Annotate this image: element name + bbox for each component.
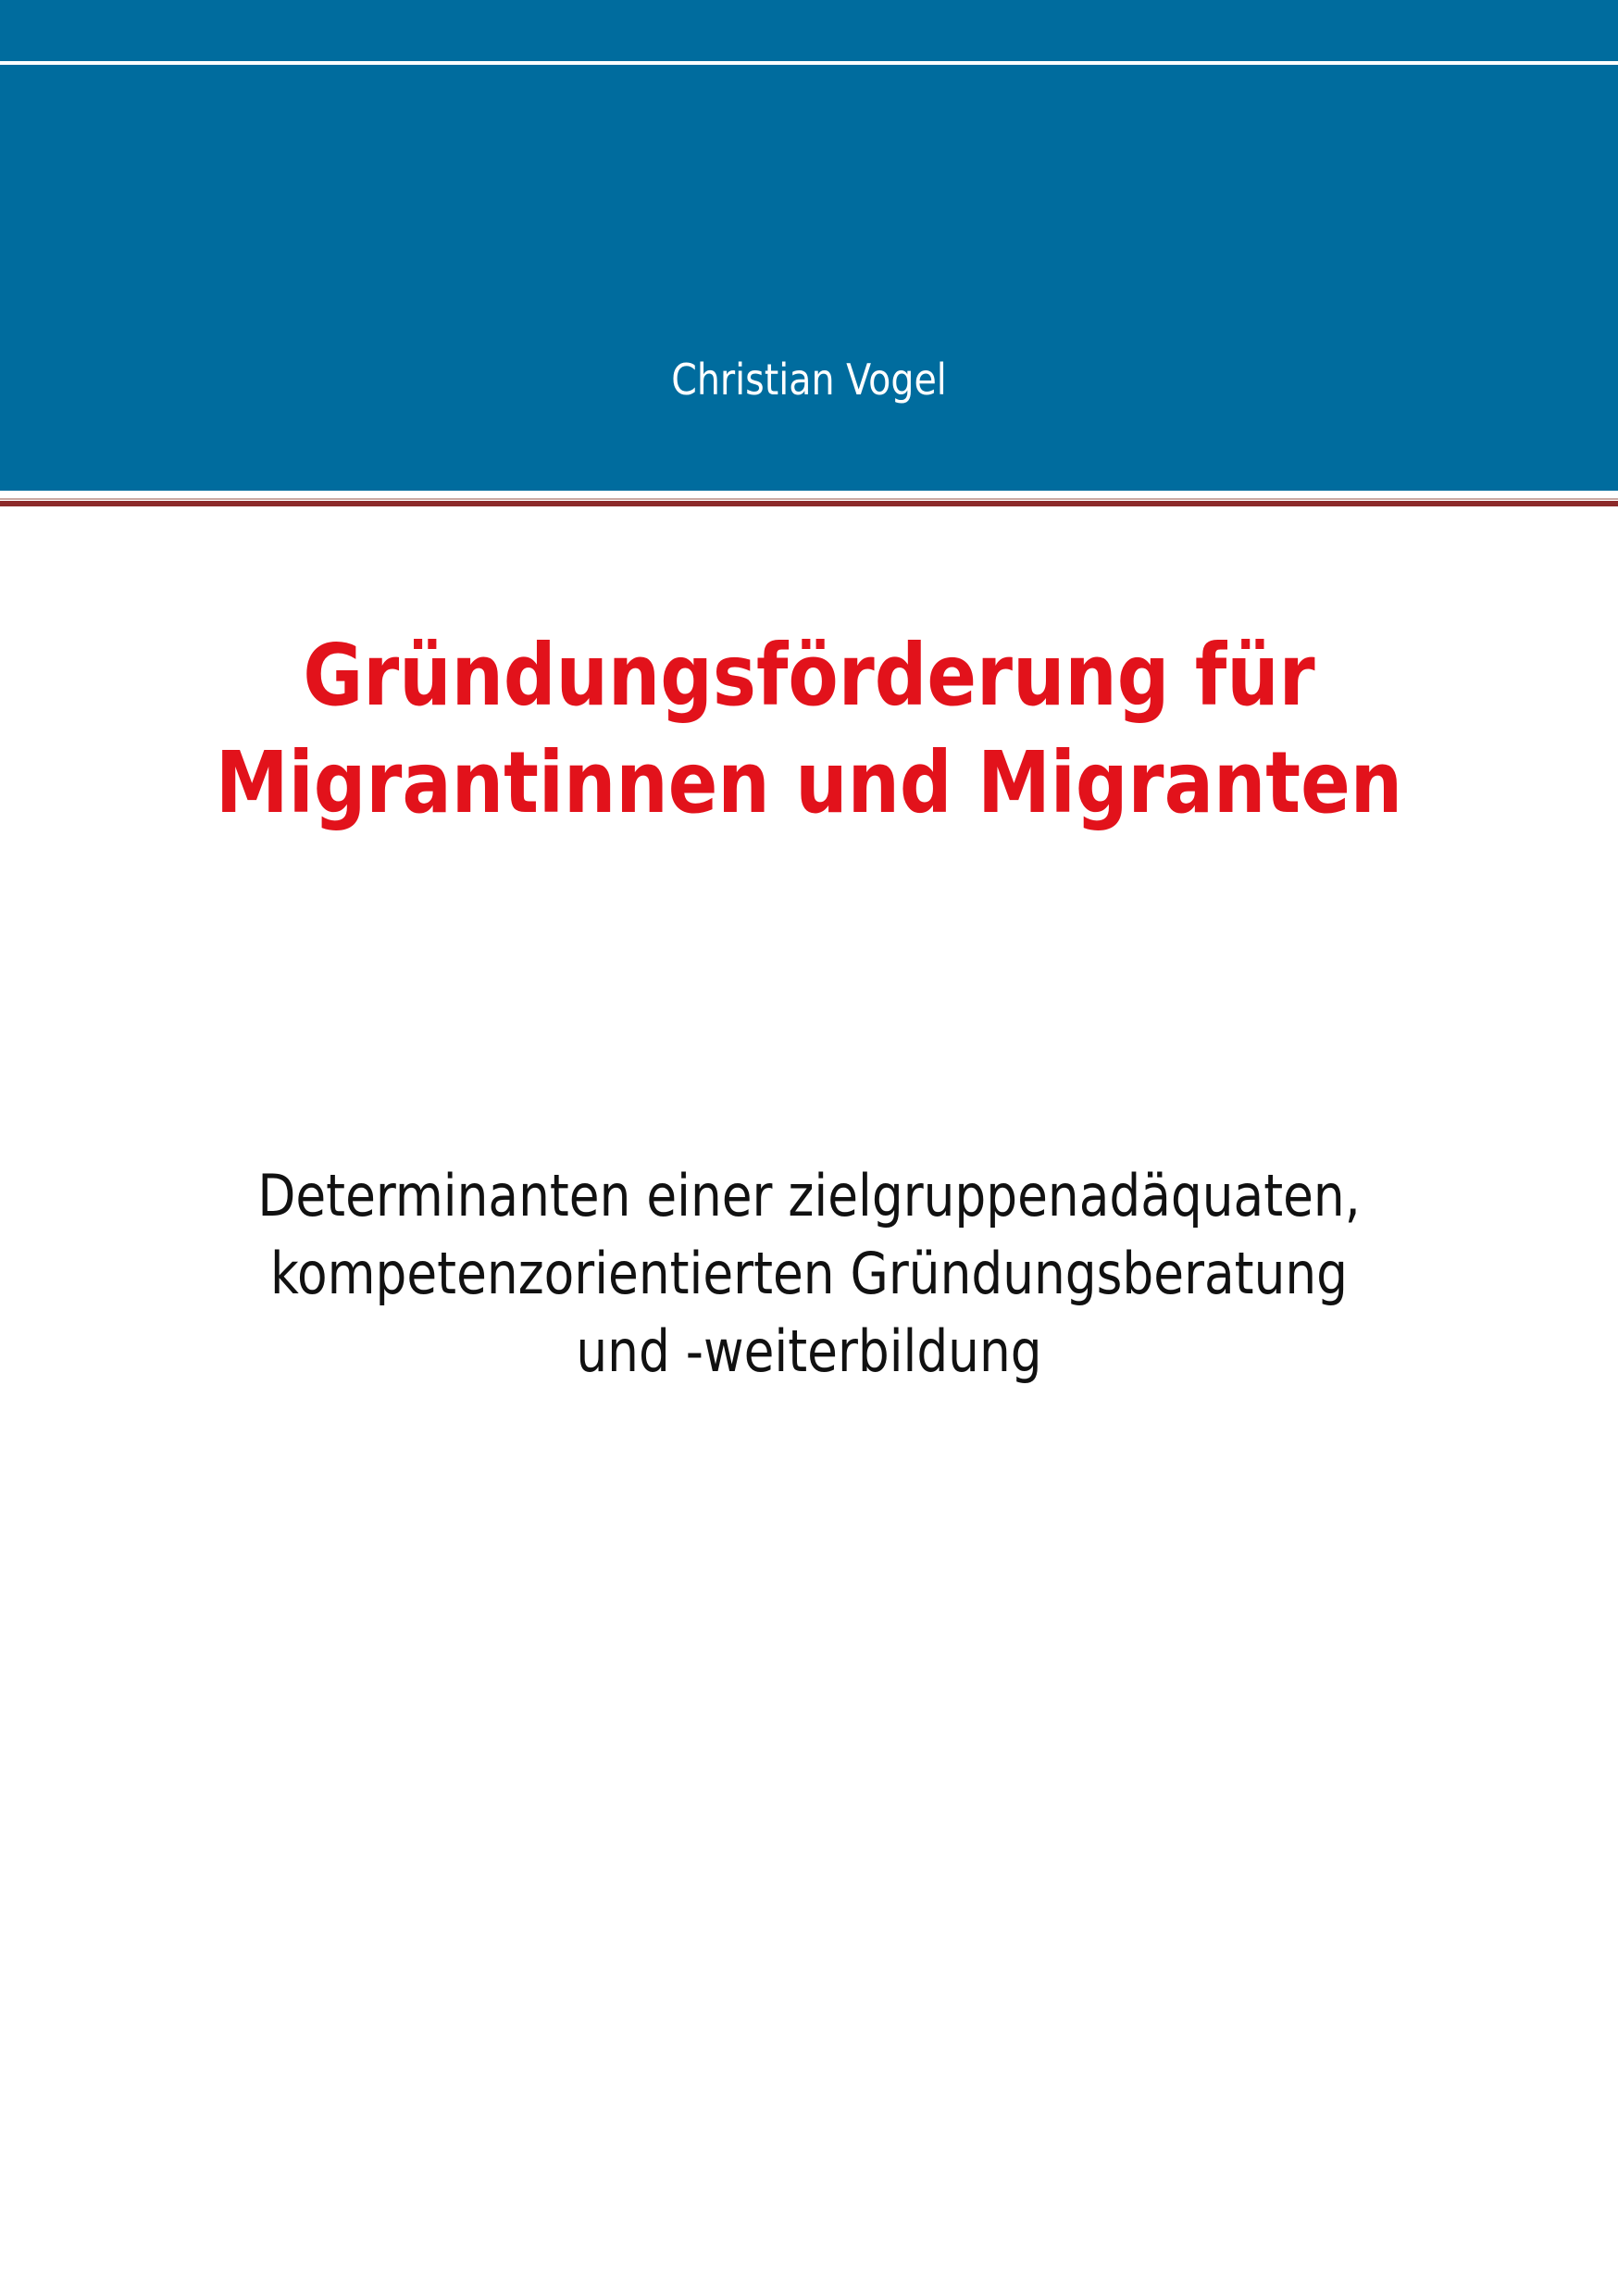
divider-highlight bbox=[0, 498, 1618, 500]
divider-rule bbox=[0, 501, 1618, 506]
book-subtitle-line-1: Determinanten einer zielgruppenadäquaten, bbox=[257, 1162, 1361, 1229]
header-rule bbox=[0, 61, 1618, 65]
author-name: Christian Vogel bbox=[671, 355, 947, 405]
book-subtitle-line-3: und -weiterbildung bbox=[576, 1317, 1042, 1385]
header-band bbox=[0, 0, 1618, 491]
book-subtitle-line-2: kompetenzorientierten Gründungsberatung bbox=[269, 1240, 1349, 1307]
book-title-line-2: Migrantinnen und Migranten bbox=[215, 733, 1403, 832]
book-title-line-1: Gründungsförderung für bbox=[303, 626, 1315, 725]
book-subtitle bbox=[113, 1157, 1504, 1391]
book-title bbox=[113, 622, 1504, 837]
